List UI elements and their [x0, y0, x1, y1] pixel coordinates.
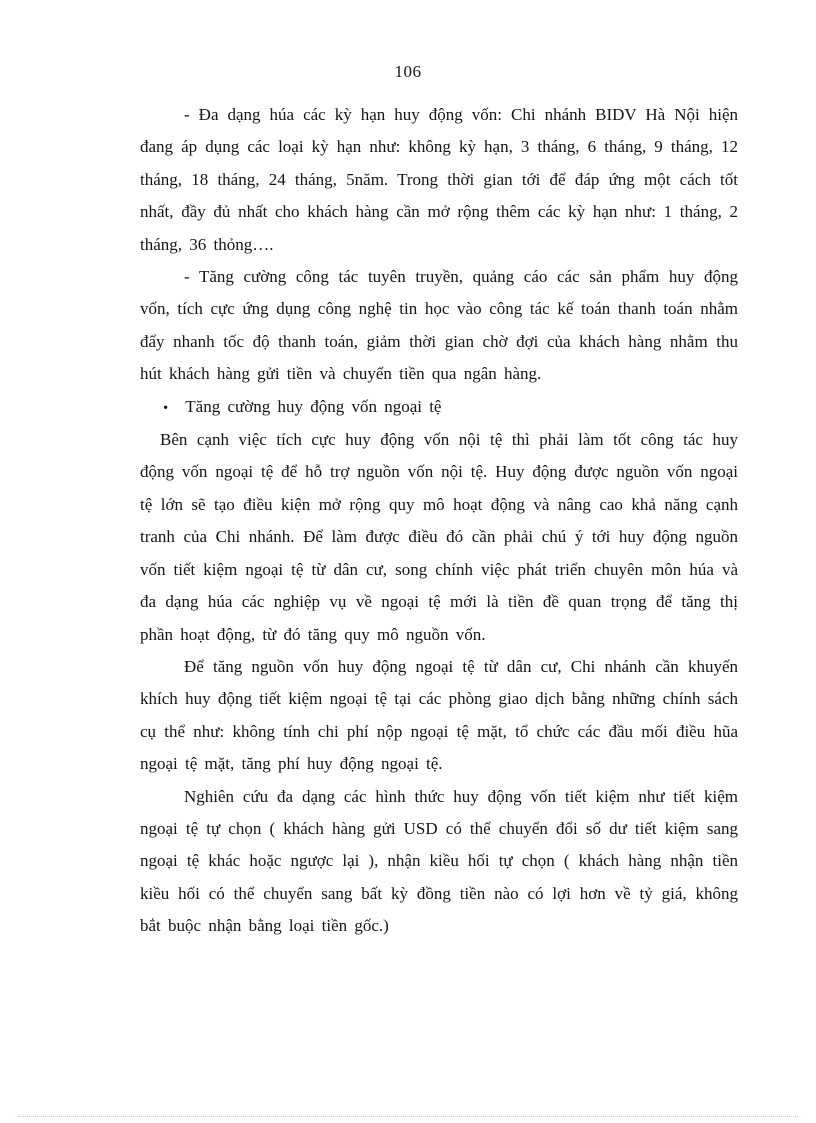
paragraph-domestic-vs-foreign: Bên cạnh việc tích cực huy động vốn nội tệ thì phải làm tốt công tác huy động vốn ngoại tệ để hỗ trợ nguồn vốn nội tệ. Huy động được nguồn vốn ngoại tệ lớn sẽ tạo điều kiện mở rộng quy mô hoạt động và nâng cao khả năng cạnh tranh của Chi nhánh. Để làm được điều đó cần phải chú ý tới huy động nguồn vốn tiết kiệm ngoại tệ từ dân cư, song chính việc phát triển chuyên môn húa và đa dạng húa các nghiệp vụ về ngoại tệ mới là tiền đề quan trọng để tăng thị phần hoạt động, từ đó tăng quy mô nguồn vốn.: [140, 430, 738, 644]
bullet-item-label: Tăng cường huy động vốn ngoại tệ: [185, 396, 442, 416]
paragraph-diversify-terms: - Đa dạng húa các kỳ hạn huy động vốn: Chi nhánh BIDV Hà Nội hiện đang áp dụng các loại kỳ hạn như: không kỳ hạn, 3 tháng, 6 tháng, 9 tháng, 12 tháng, 18 tháng, 24 tháng, 5năm. Trong thời gian tới để đáp ứng một cách tốt nhất, đầy đủ nhất cho khách hàng cần mở rộng thêm các kỳ hạn như: 1 tháng, 2 tháng, 36 thỏng….: [140, 105, 738, 254]
paragraph-encourage-savings: Để tăng nguồn vốn huy động ngoại tệ từ dân cư, Chi nhánh cần khuyến khích huy động tiết kiệm ngoại tệ tại các phòng giao dịch bằng những chính sách cụ thể như: không tính chi phí nộp ngoại tệ mặt, tổ chức các đầu mối điều hũa ngoại tệ mặt, tăng phí huy động ngoại tệ.: [140, 656, 738, 774]
paragraph-research-savings-forms: Nghiên cứu đa dạng các hình thức huy động vốn tiết kiệm như tiết kiệm ngoại tệ tự chọn ( khách hàng gửi USD có thể chuyển đổi số dư tiết kiệm sang ngoại tệ khác hoặc ngược lại ), nhận kiều hối tự chọn ( khách hàng nhận tiền kiều hối có thể chuyển sang bất kỳ đồng tiền nào có lợi hơn về tỷ giá, không bắt buộc nhận bằng loại tiền gốc.): [140, 786, 738, 936]
bullet-icon: •: [163, 400, 168, 415]
page-number: 106: [394, 62, 422, 81]
bullet-item-foreign-currency: [140, 391, 738, 424]
footer-divider: [18, 1116, 798, 1117]
paragraph-promotion: - Tăng cường công tác tuyên truyền, quảng cáo các sản phẩm huy động vốn, tích cực ứng dụng công nghệ tin học vào công tác kế toán thanh toán nhằm đẩy nhanh tốc độ thanh toán, giảm thời gian chờ đợi của khách hàng nhằm thu hút khách hàng gửi tiền và chuyển tiền qua ngân hàng.: [140, 267, 738, 384]
document-body: [140, 99, 738, 943]
